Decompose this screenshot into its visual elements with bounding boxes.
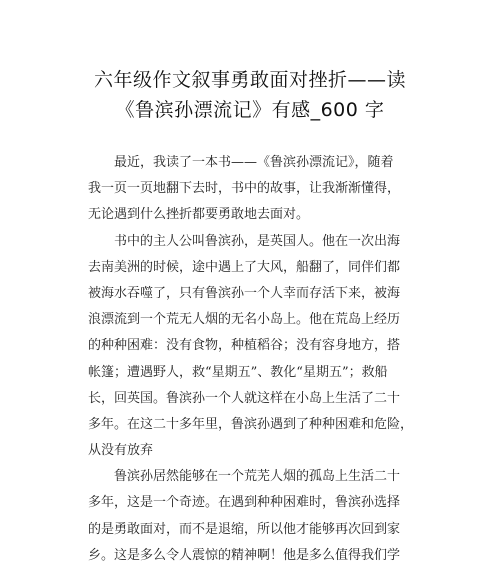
paragraph-line: 多年，这是一个奇迹。在遇到种种困难时，鲁滨孙选择 [88,495,401,511]
paragraph-line: 的是勇敢面对，而不是退缩，所以他才能够再次回到家 [88,521,401,537]
paragraph-line: 无论遇到什么挫折都要勇敢地去面对。 [88,207,310,223]
paragraph-line: 乡。这是多么令人震惊的精神啊！他是多么值得我们学 [88,547,401,563]
paragraph-line: 的种种困难：没有食物，种植稻谷；没有容身地方，搭 [88,338,401,354]
paragraph-line: 多年。在这二十多年里，鲁滨孙遇到了种种困难和危险， [88,416,414,432]
paragraph-line: 从没有放弃 [88,443,154,459]
document-title-line-1: 六年级作文叙事勇敢面对挫折——读 [93,69,406,91]
paragraph-line: 我一页一页地翻下去时，书中的故事，让我渐渐懂得， [88,181,401,197]
paragraph-line: 浪漂流到一个荒无人烟的无名小岛上。他在荒岛上经历 [88,312,401,328]
paragraph-line: 长，回英国。鲁滨孙一个人就这样在小岛上生活了二十 [88,390,401,406]
paragraph-line: 帐篷；遭遇野人，救“星期五”、教化“星期五”；救船 [88,364,388,380]
paragraph-line: 书中的主人公叫鲁滨孙，是英国人。他在一次出海 [114,233,401,249]
paragraph-line: 鲁滨孙居然能够在一个荒芜人烟的孤岛上生活二十 [114,469,401,485]
paragraph-line: 最近，我读了一本书——《鲁滨孙漂流记》，随着 [114,155,394,170]
essay-body [88,150,418,566]
paragraph-line: 去南美洲的时候，途中遇上了大风，船翻了，同伴们都 [88,259,401,275]
paragraph-line: 被海水吞噬了，只有鲁滨孙一个人幸而存活下来，被海 [88,285,401,301]
document-title-line-2: 《鲁滨孙漂流记》有感_600 字 [115,99,385,121]
